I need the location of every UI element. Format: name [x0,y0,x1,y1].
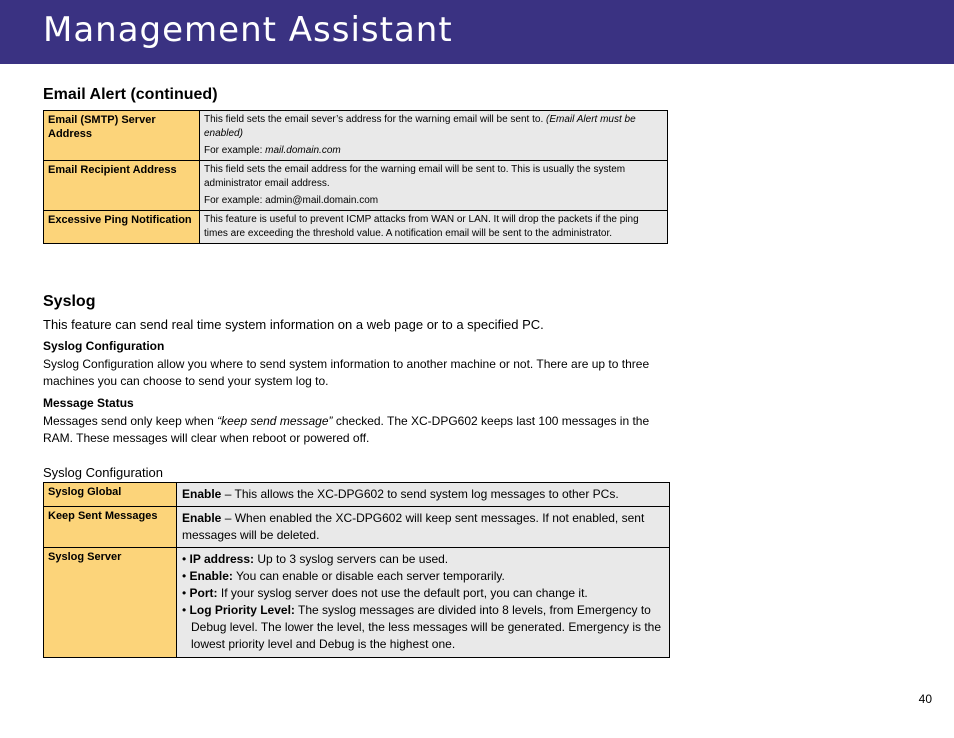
syslog-intro: This feature can send real time system information on a web page or to a specified PC. [43,317,544,332]
option-text: – This allows the XC-DPG602 to send system log messages to other PCs. [221,487,619,501]
message-status-text-end: checked. The XC-DPG602 keeps last 100 messages in the RAM. These messages will clear when reboot or powered off. [43,413,650,445]
description-note: (Email Alert must be enabled) [204,114,636,139]
row-description [200,211,668,244]
example-text: For example: admin@mail.domain.com [204,195,379,206]
option-name: Enable [182,487,222,501]
row-description [177,548,670,658]
syslog-table-caption: Syslog Configuration [43,465,163,480]
syslog-table [43,482,670,658]
list-item: • Port: If your syslog server does not use the default port, you can change it. [182,586,588,600]
email-alert-table [43,110,668,244]
syslog-heading: Syslog [43,293,96,310]
option-name: Enable [182,511,222,525]
message-status-paragraph [43,395,663,448]
row-label: Keep Sent Messages [44,507,177,548]
message-status-text: Messages send only keep when [43,413,218,428]
list-item: • IP address: Up to 3 syslog servers can be used. [182,552,449,566]
syslog-config-heading: Syslog Configuration [43,339,165,353]
header-bar [0,0,954,64]
table-row [44,111,668,161]
email-alert-heading: Email Alert (continued) [43,86,218,103]
row-label: Syslog Global [44,483,177,507]
row-label: Syslog Server [44,548,177,658]
table-row [44,548,670,658]
row-description [200,161,668,211]
description-text: This feature is useful to prevent ICMP attacks from WAN or LAN. It will drop the packets if the ping times are exceeding the threshold value. A notification email will be sent to the administrator. [204,214,639,239]
example-value: mail.domain.com [265,145,341,156]
table-row [44,211,668,244]
syslog-config-text: Syslog Configuration allow you where to send system information to another machine or not. There are up to three machines you can choose to send your system log to. [43,356,650,388]
table-row [44,483,670,507]
row-description [200,111,668,161]
description-text: This field sets the email address for the warning email will be sent to. This is usually the system administrator email address. [204,164,626,189]
table-row [44,161,668,211]
message-status-heading: Message Status [43,396,134,410]
row-label: Email (SMTP) Server Address [44,111,200,161]
row-description [177,483,670,507]
page-title: Management Assistant [43,10,453,50]
list-item: • Enable: You can enable or disable each server temporarily. [182,569,505,583]
option-text: – When enabled the XC-DPG602 will keep sent messages. If not enabled, sent messages will be deleted. [182,511,645,542]
row-label: Email Recipient Address [44,161,200,211]
example-prefix: For example: [204,145,266,156]
row-label: Excessive Ping Notification [44,211,200,244]
list-item: • Log Priority Level: The syslog messages are divided into 8 levels, from Emergency to Debug level. The lower the level, the less messages will be generated. Emergency is the lowest priority level and Debug is the highest one. [182,603,662,651]
page-number: 40 [918,692,932,706]
message-status-quote: “keep send message” [217,413,333,428]
row-description [177,507,670,548]
description-text: This field sets the email sever’s address for the warning email will be sent to. [204,114,547,125]
table-row [44,507,670,548]
syslog-config-paragraph [43,338,663,391]
